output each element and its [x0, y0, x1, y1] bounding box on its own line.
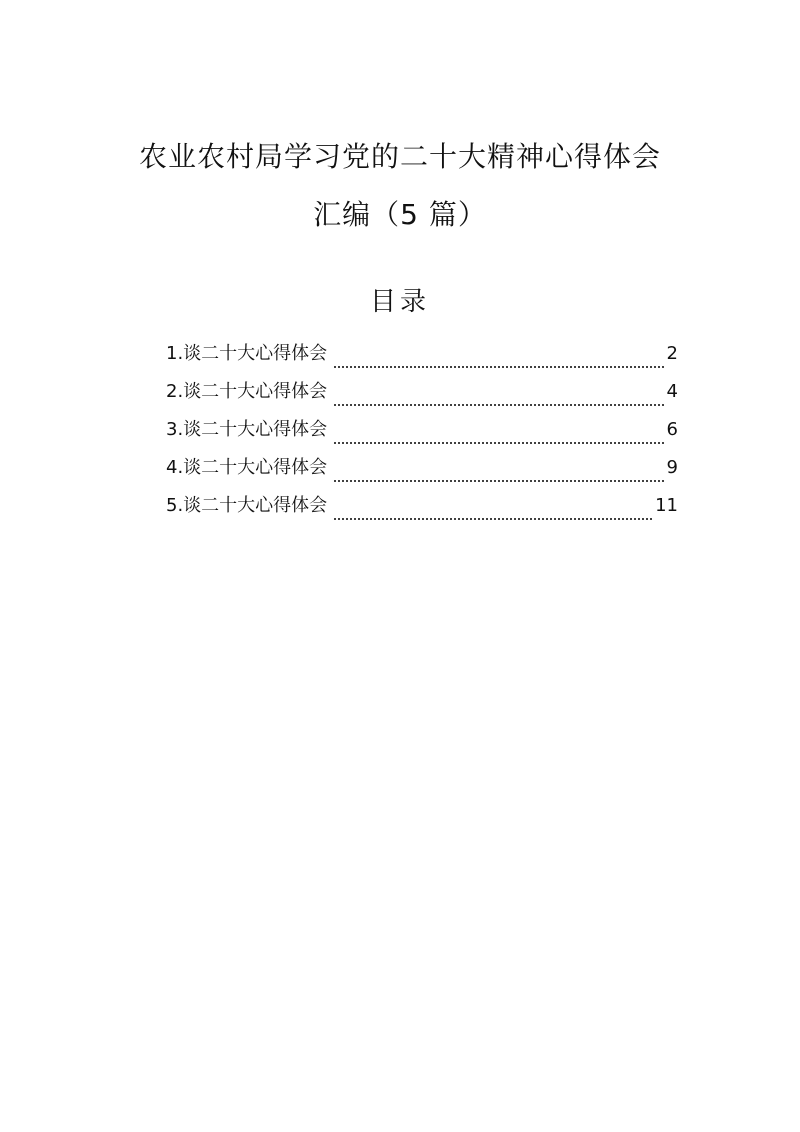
- toc-entry-page-number[interactable]: 2: [666, 343, 678, 364]
- toc-entry-3[interactable]: [166, 416, 678, 454]
- toc-entry-2[interactable]: [166, 378, 678, 416]
- toc-dot-leader: [333, 404, 664, 406]
- toc-entry-label[interactable]: 4.谈二十大心得体会: [166, 457, 328, 478]
- toc-entry-label[interactable]: 3.谈二十大心得体会: [166, 419, 328, 440]
- toc-dot-leader: [333, 480, 664, 482]
- toc-heading: 目录: [369, 287, 430, 317]
- toc-entry-label[interactable]: 2.谈二十大心得体会: [166, 381, 328, 402]
- toc-entry-label[interactable]: 5.谈二十大心得体会: [166, 495, 328, 516]
- toc-entry-4[interactable]: [166, 454, 678, 492]
- toc-entry-label[interactable]: 1.谈二十大心得体会: [166, 343, 328, 364]
- toc-dot-leader: [333, 366, 664, 368]
- toc-entry-page-number[interactable]: 9: [666, 457, 678, 478]
- toc-dot-leader: [333, 442, 664, 444]
- document-title-line-2: 汇编（5 篇）: [313, 198, 487, 231]
- document-title-line-1: 农业农村局学习党的二十大精神心得体会: [138, 140, 661, 173]
- toc-entry-page-number[interactable]: 4: [666, 381, 678, 402]
- table-of-contents: [166, 340, 678, 530]
- toc-entry-page-number[interactable]: 11: [655, 495, 678, 516]
- toc-entry-1[interactable]: [166, 340, 678, 378]
- toc-entry-5[interactable]: [166, 492, 678, 530]
- toc-entry-page-number[interactable]: 6: [666, 419, 678, 440]
- toc-dot-leader: [333, 518, 653, 520]
